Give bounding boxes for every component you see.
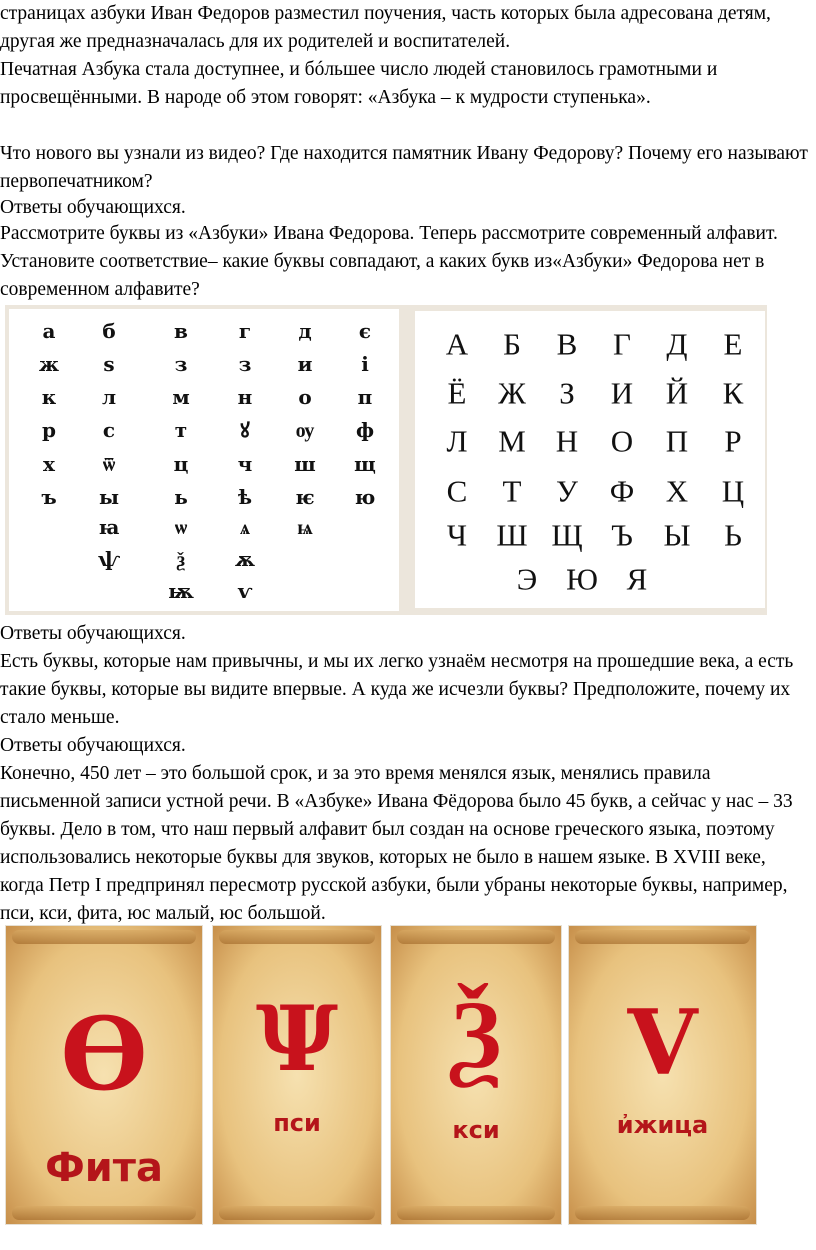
fita-caption: Фита	[45, 1145, 163, 1191]
paragraph-questions: Что нового вы узнали из видео? Где находится памятник Ивану Федорову? Почему его называют первопечатником?	[0, 143, 808, 192]
fedorov-letter: н	[237, 385, 253, 409]
fedorov-letter: є	[358, 319, 372, 343]
paragraph-explanation: Конечно, 450 лет – это большой срок, и за это время менялся язык, менялись правила письменной записи устной речи. В «Азбуке» Ивана Фёдорова было 45 букв, а сейчас у нас – 33 буквы. Дело в том, что наш первый алфавит был создан на основе греческого языка, поэтому использовались некоторые буквы для звуков, которых не было в нашем языке. В XVIII веке, когда Петр I предпринял пересмотр русской азбуки, были убраны некоторые буквы, например, пси, кси, фита, юс малый, юс большой.	[0, 763, 793, 924]
fedorov-letter: п	[357, 385, 373, 409]
modern-letter: Д	[666, 326, 688, 362]
fedorov-letter: л	[101, 385, 117, 409]
alphabet-comparison-figure	[5, 305, 767, 615]
modern-letter: Л	[446, 423, 468, 459]
fedorov-letter: ѵ	[237, 579, 253, 603]
removed-letters-figure	[5, 925, 755, 1223]
paragraph-intro: страницах азбуки Иван Федоров разместил поучения, часть которых была адресована детям, другая же предназначалась для их родителей и воспитателей.	[0, 3, 771, 52]
scroll-card-psi	[212, 925, 382, 1225]
fedorov-letter: г	[238, 319, 252, 343]
fedorov-letter: ф	[355, 418, 375, 442]
modern-letter: Ю	[566, 561, 598, 597]
fedorov-letter: ѭ	[168, 579, 194, 603]
modern-letter: Ы	[663, 517, 691, 553]
fedorov-letter: ы	[98, 485, 120, 509]
modern-letter: Ц	[721, 473, 745, 509]
fedorov-letter: ꙗ	[98, 515, 120, 539]
modern-letter: З	[559, 375, 575, 411]
modern-letter: Н	[555, 423, 579, 459]
fedorov-letter: х	[43, 452, 55, 476]
fedorov-letter: б	[102, 319, 116, 343]
modern-letter: Г	[613, 326, 631, 362]
scroll-card-ksi	[390, 925, 562, 1225]
scroll-card-fita	[5, 925, 203, 1225]
modern-letter: Ф	[609, 473, 635, 509]
modern-letter: О	[610, 423, 634, 459]
fedorov-letter: ѕ	[103, 352, 115, 376]
fedorov-letter: к	[41, 385, 57, 409]
fedorov-letter: т	[174, 418, 188, 442]
fedorov-letter: ч	[237, 452, 253, 476]
fedorov-letter: ѫ	[234, 547, 256, 571]
modern-letter: Т	[502, 473, 522, 509]
paragraph-letters-question: Есть буквы, которые нам привычны, и мы их легко узнаём несмотря на прошедшие века, а есть такие буквы, которые вы видите впервые. А куда же исчезли буквы? Предположите, почему их стало меньше.	[0, 651, 794, 728]
modern-letter: У	[556, 473, 578, 509]
fedorov-letter: м	[172, 385, 190, 409]
fedorov-letter: ѡ	[174, 515, 188, 539]
psi-glyph: Ψ	[255, 986, 339, 1092]
modern-letter: Ж	[498, 375, 526, 411]
modern-letter: А	[445, 326, 469, 362]
fedorov-letter: ц	[173, 452, 189, 476]
fedorov-letter: в	[174, 319, 188, 343]
fedorov-letter: ю	[354, 485, 376, 509]
modern-letter: Й	[665, 375, 689, 411]
paragraph-printed-azbuka: Печатная Азбука стала доступнее, и бóльшее число людей становилось грамотными и просвещёнными. В народе об этом говорят: «Азбука – к мудрости ступенька».	[0, 59, 718, 108]
scroll-card-izhitsa	[568, 925, 757, 1225]
fedorov-letter: ь	[174, 485, 188, 509]
fedorov-letter: о	[298, 385, 312, 409]
modern-letter: Р	[724, 423, 742, 459]
izhitsa-caption: и҆жица	[616, 1111, 709, 1139]
modern-letter: М	[498, 423, 526, 459]
fedorov-letter: ѥ	[295, 485, 315, 509]
ksi-caption: кси	[452, 1116, 500, 1144]
modern-letter: Ё	[447, 375, 467, 411]
fedorov-letter: ѩ	[297, 515, 313, 539]
modern-letter: К	[722, 375, 744, 411]
fedorov-letter: д	[298, 319, 312, 343]
modern-letter: Я	[626, 561, 648, 597]
modern-letter: И	[610, 375, 634, 411]
psi-caption: пси	[273, 1109, 321, 1137]
ksi-glyph: Ѯ	[450, 977, 502, 1090]
modern-letter: Э	[516, 561, 538, 597]
fedorov-letter: и	[297, 352, 313, 376]
modern-letter: Ъ	[611, 517, 633, 553]
modern-letter: Ш	[496, 517, 528, 553]
modern-letter: В	[556, 326, 578, 362]
fita-glyph: Ѳ	[60, 995, 148, 1113]
fedorov-letter: ѯ	[176, 547, 186, 571]
fedorov-letter: а	[42, 319, 56, 343]
fedorov-letter: ж	[38, 352, 60, 376]
fedorov-letter: ѹ	[295, 418, 315, 442]
izhitsa-glyph: V	[627, 990, 698, 1096]
fedorov-letter: ѿ	[102, 452, 116, 476]
fedorov-letter: ѣ	[237, 485, 253, 509]
modern-alphabet-panel	[415, 311, 765, 608]
modern-letter: С	[446, 473, 468, 509]
fedorov-letter: ꙋ	[240, 418, 250, 442]
fedorov-letter: ѱ	[97, 547, 121, 571]
paragraph-answers-2: Ответы обучающихся.	[0, 623, 186, 644]
modern-letter: Б	[503, 326, 521, 362]
fedorov-letter: з	[174, 352, 188, 376]
modern-letter: Щ	[551, 517, 583, 553]
fedorov-letter: ѧ	[240, 515, 250, 539]
fedorov-letter: ш	[294, 452, 316, 476]
fedorov-letter: ъ	[41, 485, 57, 509]
modern-letter: Х	[665, 473, 689, 509]
paragraph-task: Рассмотрите буквы из «Азбуки» Ивана Федорова. Теперь рассмотрите современный алфавит. Установите соответствие– какие буквы совпадают, а каких букв из«Азбуки» Федорова нет в современном алфавите?	[0, 223, 778, 300]
fedorov-alphabet-panel	[9, 309, 399, 611]
paragraph-answers: Ответы обучающихся.	[0, 197, 186, 218]
modern-letter: П	[665, 423, 689, 459]
fedorov-letter: з	[238, 352, 252, 376]
fedorov-letter: р	[42, 418, 56, 442]
fedorov-letter: щ	[354, 452, 376, 476]
modern-letter: Ь	[724, 517, 742, 553]
modern-letter: Е	[723, 326, 743, 362]
paragraph-answers-3: Ответы обучающихся.	[0, 735, 186, 756]
modern-letter: Ч	[446, 517, 468, 553]
fedorov-letter: і	[361, 352, 369, 376]
fedorov-letter: с	[102, 418, 116, 442]
